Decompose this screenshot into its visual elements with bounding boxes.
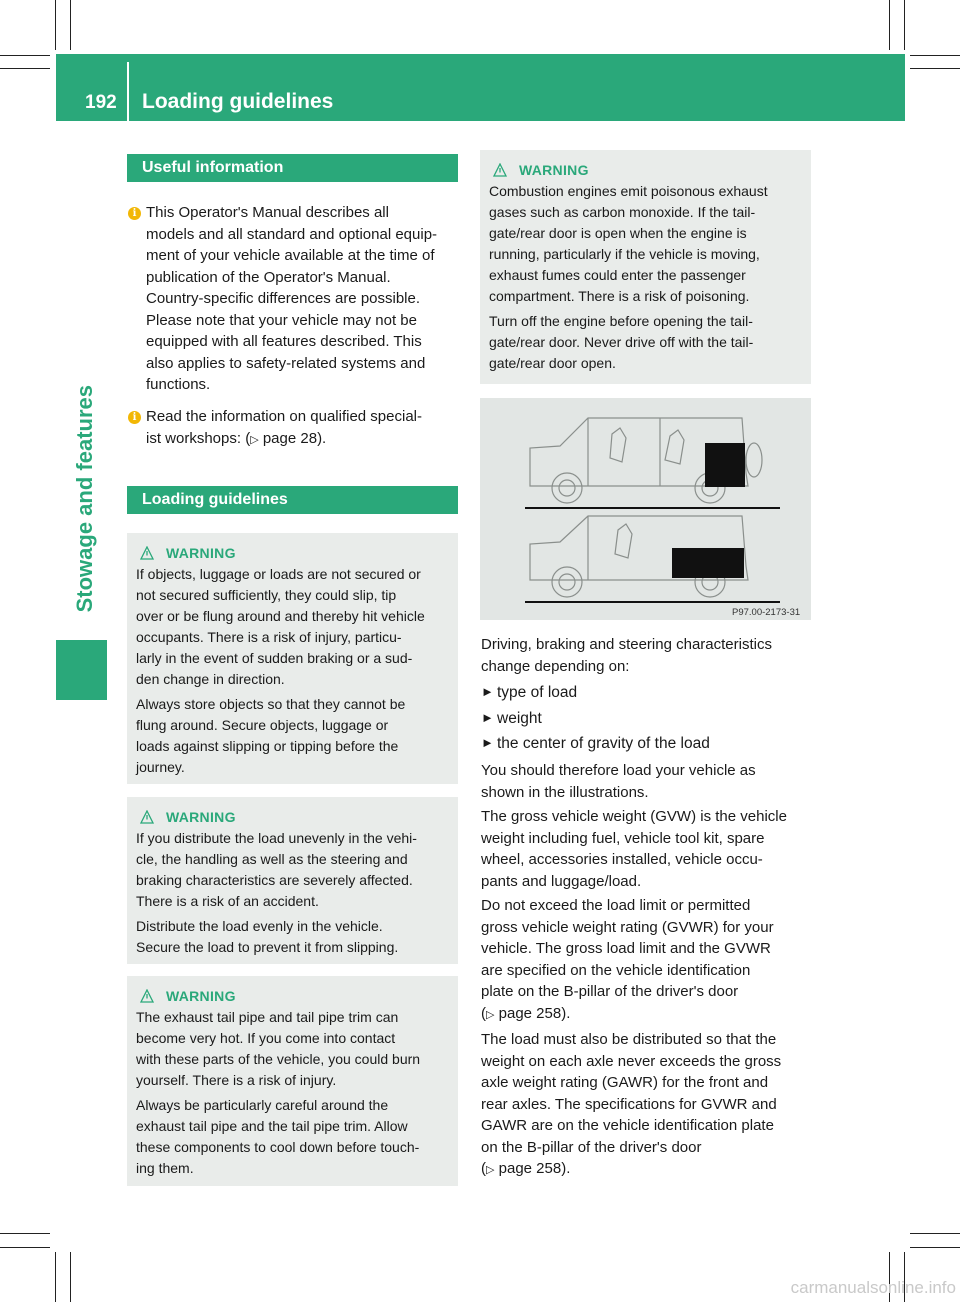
warning-box xyxy=(127,797,458,964)
warning-box xyxy=(480,150,811,384)
warning-triangle-icon xyxy=(140,810,154,824)
axle-weight-paragraph: The load must also be distributed so that the weight on each axle never exceeds the gross axle weight rating (GAWR) for the front and rear axles. The specifications for GVWR and GAWR are on the vehicle identification plate on the B-pillar of the driver's door (▷ page 258). xyxy=(481,1031,782,1177)
warning-box xyxy=(127,533,458,784)
page-title: Loading guidelines xyxy=(142,90,334,113)
crop-mark xyxy=(70,0,71,50)
warning-triangle-icon xyxy=(140,989,154,1003)
useful-info-paragraph-1: This Operator's Manual describes all models and all standard and optional equip- ment of your vehicle available at the time of publication of the Operator's Manual. Country-specific differences are possible. Please note that your vehicle may not be equipped with all features described. This also applies to safety-related systems and functions. xyxy=(146,204,438,393)
header-divider xyxy=(127,62,129,121)
bullet-marker-icon: ► xyxy=(481,684,494,699)
crop-mark xyxy=(70,1252,71,1302)
warning-triangle-icon xyxy=(140,546,154,560)
page-reference-link[interactable]: page 258). xyxy=(498,1160,571,1177)
crop-mark xyxy=(910,1247,960,1248)
crop-mark xyxy=(910,1233,960,1234)
warning-text: The exhaust tail pipe and tail pipe trim can become very hot. If you come into contact with these parts of the vehicle, you could burn yourself. There is a risk of injury. xyxy=(136,1009,421,1088)
warning-instruction: Turn off the engine before opening the tail- gate/rear door. Never drive off with the tail- gate/rear door open. xyxy=(489,313,754,371)
page-number: 192 xyxy=(85,92,117,113)
section-heading-loading-guidelines: Loading guidelines xyxy=(127,486,458,514)
warning-title: WARNING xyxy=(166,809,236,825)
warning-instruction: Always be particularly careful around the exhaust tail pipe and the tail pipe trim. Allow these components to cool down before touch- ing them. xyxy=(136,1097,420,1176)
crop-mark xyxy=(0,55,50,56)
crop-mark xyxy=(55,0,56,50)
warning-triangle-icon xyxy=(493,163,507,177)
watermark: carmanualsonline.info xyxy=(790,1278,956,1297)
crop-mark xyxy=(910,68,960,69)
crop-mark xyxy=(889,0,890,50)
page-reference-arrow-icon: ▷ xyxy=(486,1007,495,1021)
useful-info-paragraph-2: Read the information on qualified special- ist workshops: (▷ page 28). xyxy=(146,408,422,447)
warning-text: Combustion engines emit poisonous exhaust gases such as carbon monoxide. If the tail- gate/rear door is open when the engine is running, particularly if the vehicle is moving, exhaust fumes could enter the passenger compartment. There is a risk of poisoning. xyxy=(489,183,768,304)
bullet-marker-icon: ► xyxy=(481,735,494,750)
crop-mark xyxy=(0,1233,50,1234)
load-limit-paragraph: Do not exceed the load limit or permitted gross vehicle weight rating (GVWR) for your vehicle. The gross load limit and the GVWR are specified on the vehicle identification plate on the B-pillar of the driver's door (▷ page 258). xyxy=(481,897,774,1022)
warning-title: WARNING xyxy=(166,988,236,1004)
warning-text: If you distribute the load unevenly in the vehi- cle, the handling as well as the steering and braking characteristics are severely affected. There is a risk of an accident. xyxy=(136,830,417,909)
chapter-tab-label: Stowage and features xyxy=(72,385,97,613)
section-heading-useful-information: Useful information xyxy=(127,154,458,182)
warning-title: WARNING xyxy=(519,162,589,178)
crop-mark xyxy=(0,1247,50,1248)
bullet-marker-icon: ► xyxy=(481,710,494,725)
characteristics-intro: Driving, braking and steering characteristics change depending on: xyxy=(481,636,772,675)
info-icon: i xyxy=(128,411,141,424)
loading-illustration xyxy=(480,398,811,620)
gvw-paragraph: The gross vehicle weight (GVW) is the vehicle weight including fuel, vehicle tool kit, spare wheel, accessories installed, vehicle occu- pants and luggage/load. xyxy=(481,808,787,890)
page-reference-link[interactable]: page 258). xyxy=(498,1004,571,1022)
warning-text: If objects, luggage or loads are not secured or not secured sufficiently, they could slip, tip over or be flung around and thereby hit vehicle occupants. There is a risk of injury, particu- larly in the event of sudden braking or a sud- den change in direction. xyxy=(136,566,425,687)
crop-mark xyxy=(0,68,50,69)
warning-title: WARNING xyxy=(166,545,236,561)
chapter-tab-marker xyxy=(56,640,107,700)
warning-instruction: Distribute the load evenly in the vehicle. Secure the load to prevent it from slipping. xyxy=(136,918,399,955)
vehicle-loading-diagram xyxy=(480,398,811,620)
crop-mark xyxy=(904,0,905,50)
page-reference-arrow-icon: ▷ xyxy=(250,432,259,446)
warning-box xyxy=(127,976,458,1186)
crop-mark xyxy=(55,1252,56,1302)
figure-code: P97.00-2173-31 xyxy=(732,607,801,618)
crop-mark xyxy=(910,55,960,56)
page-reference-link[interactable]: page 28). xyxy=(262,429,327,447)
warning-instruction: Always store objects so that they cannot be flung around. Secure objects, luggage or loads against slipping or tipping before the journey. xyxy=(136,696,406,775)
body-paragraph: You should therefore load your vehicle as shown in the illustrations. xyxy=(481,762,756,801)
page-reference-arrow-icon: ▷ xyxy=(486,1163,495,1176)
info-icon: i xyxy=(128,207,141,220)
